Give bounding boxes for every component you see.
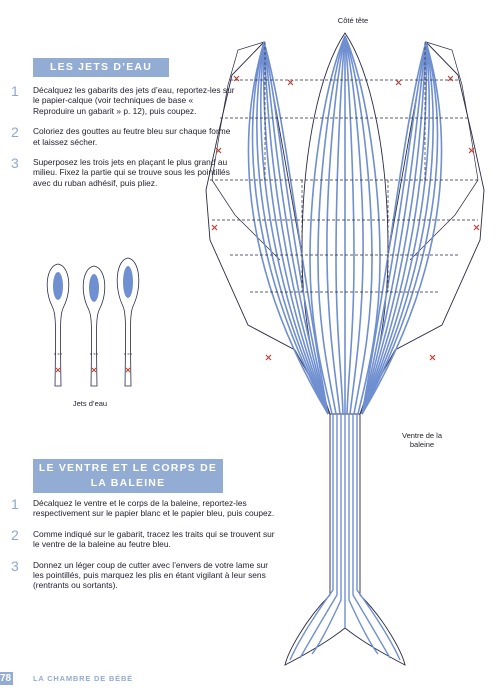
head-side-label: Côté tête xyxy=(337,16,369,25)
step-number: 3 xyxy=(11,557,19,574)
step-number: 2 xyxy=(11,124,19,141)
cross-mark xyxy=(126,368,130,372)
step-number: 1 xyxy=(11,496,19,512)
water-drop-shape xyxy=(53,272,63,300)
water-jets-label: Jets d’eau xyxy=(72,399,108,408)
cross-mark xyxy=(92,368,96,372)
cross-mark xyxy=(56,368,60,372)
step-text: Coloriez des gouttes au feutre bleu sur chaque forme et laissez sécher. xyxy=(33,126,231,147)
page-number: 78 xyxy=(0,673,12,684)
water-drop-shape xyxy=(123,266,133,298)
whale-body-template-diagram xyxy=(190,30,500,670)
footer-section-name: LA CHAMBRE DE BÉBÉ xyxy=(33,674,133,683)
step-number: 1 xyxy=(11,83,19,99)
step-number: 2 xyxy=(11,526,19,543)
step-text: Superposez les trois jets en plaçant le plus grand au milieu. Fixez la partie qui se trouve sous les pointillés avec du ruban adhésif, puis pliez. xyxy=(33,157,230,188)
step-text: Décalquez le ventre et le corps de la baleine, reportez-les respectivement sur le papier blanc et le papier bleu, puis coupez. xyxy=(33,498,275,519)
section-heading-jets: LES JETS D’EAU xyxy=(33,58,169,77)
step-number: 3 xyxy=(11,155,19,172)
section-heading-whale-body: LE VENTRE ET LE CORPS DE LA BALEINE xyxy=(33,459,223,493)
water-jets-template-figure xyxy=(40,256,150,391)
step-text: Décalquez les gabarits des jets d’eau, reportez-les sur le papier-calque (voir techniques de base « Reproduire un gabarit » p. 12), puis coupez. xyxy=(33,85,235,116)
belly-label: Ventre de la baleine xyxy=(401,431,443,449)
water-drop-shape xyxy=(89,274,99,302)
step-text: Donnez un léger coup de cutter avec l’envers de votre lame sur les pointillés, puis marquez les plis en étant vigilant à leur sens (rentrants ou sortants). xyxy=(33,559,269,591)
step-text: Comme indiqué sur le gabarit, tracez les traits qui se trouvent sur le ventre de la baleine au feutre bleu. xyxy=(33,528,275,550)
